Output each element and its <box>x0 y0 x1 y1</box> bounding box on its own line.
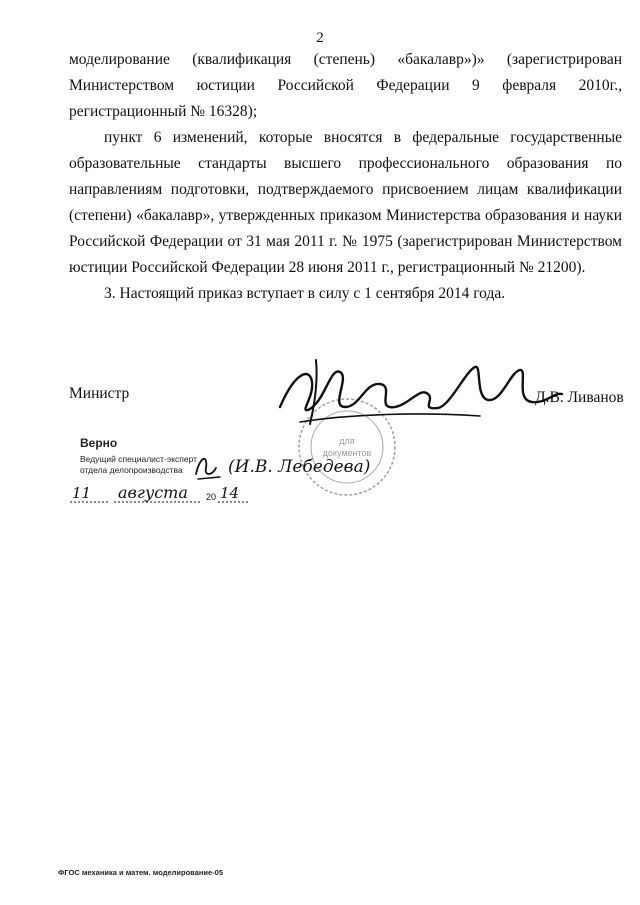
date-year-suffix: 14 <box>220 484 240 502</box>
page-number: 2 <box>316 30 324 46</box>
minister-title: Министр <box>69 385 130 402</box>
paragraph-effective-date: 3. Настоящий приказ вступает в силу с 1 сентября 2014 года. <box>104 285 506 302</box>
date-month: августа <box>118 483 188 502</box>
certifier-handwritten-name: (И.В. Лебедева) <box>228 457 371 477</box>
paragraph-continuation: моделирование (квалификация (степень) «бакалавр»)» (зарегистрирован Министерством юстиции Российской Федерации 9 февраля 2010г., регистрационный № 16328); <box>69 51 622 120</box>
paragraph-item-6: пункт 6 изменений, которые вносятся в федеральные государственные образовательные стандарты высшего профессионального образования по направлениям подготовки, подтверждаемого присвоением лицам квалификации (степени) «бакалавр», утвержденных приказом Министерства образования и науки Российской Федерации от 31 мая 2011 г. № 1975 (зарегистрирован Министерством юстиции Российской Федерации 28 июня 2011 г., регистрационный № 21200). <box>69 129 622 276</box>
minister-signature <box>270 352 570 447</box>
date-day: 11 <box>72 484 92 502</box>
stamp-text-2: документов <box>322 448 372 458</box>
certification-role <box>80 454 197 476</box>
certification-date <box>70 478 270 508</box>
document-body <box>69 47 622 307</box>
stamp-text-1: для <box>339 436 355 446</box>
certification-role-line-2: отдела делопроизводства <box>80 465 183 475</box>
certification-verno: Верно <box>80 436 118 450</box>
date-year-prefix: 20 <box>206 492 217 502</box>
minister-name: Д.В. Ливанов <box>535 389 624 406</box>
certification-role-line-1: Ведущий специалист-эксперт <box>80 454 198 464</box>
footer-filename: ФГОС механика и матем. моделирование-05 <box>58 868 224 877</box>
